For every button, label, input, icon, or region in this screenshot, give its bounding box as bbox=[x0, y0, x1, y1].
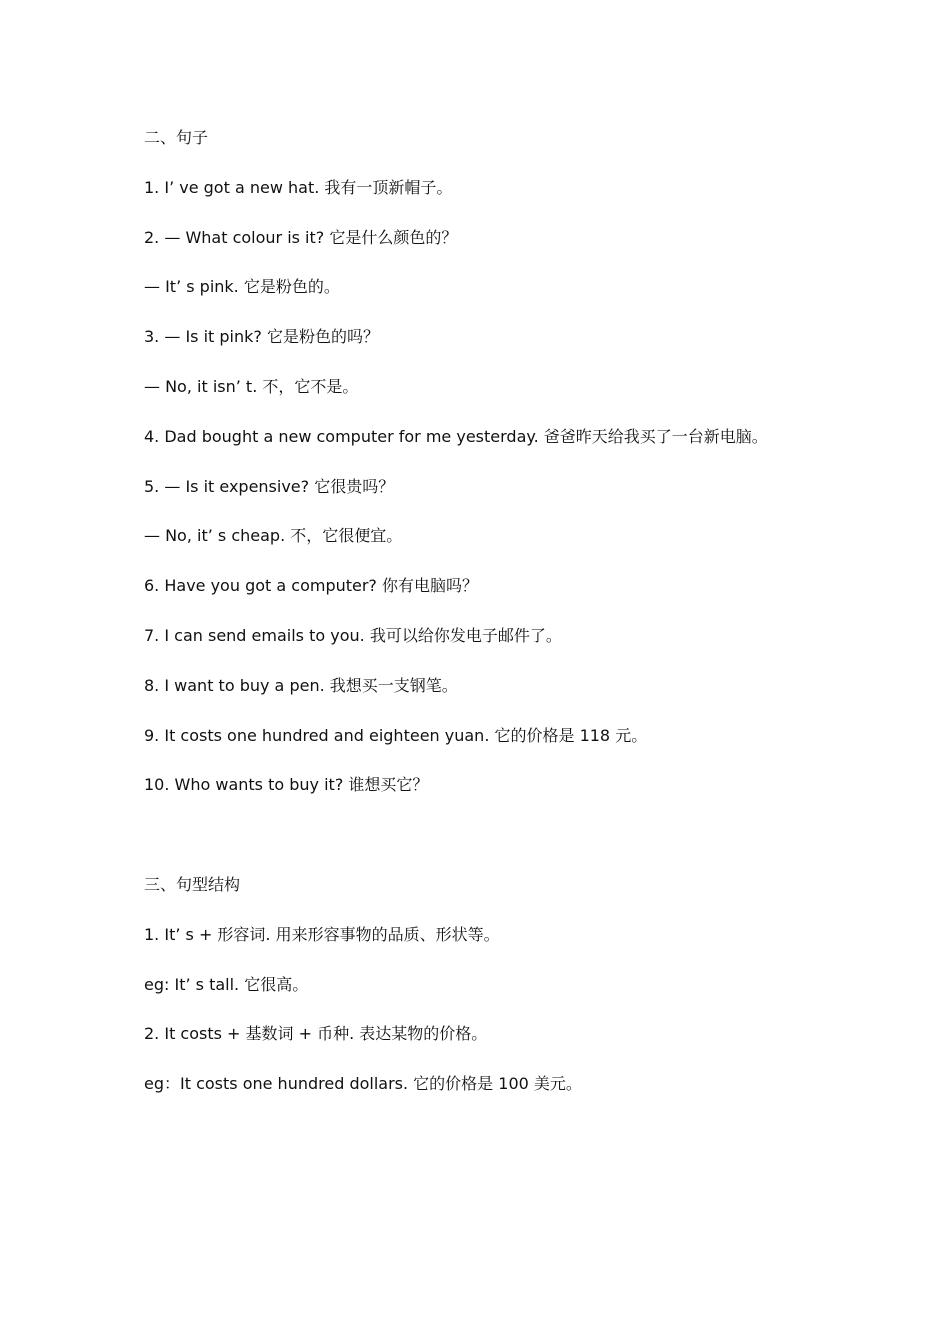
section-heading: 二、句子 bbox=[144, 128, 209, 147]
sentence-line: — It’ s pink. 它是粉色的。 bbox=[144, 277, 340, 297]
section-sentence-patterns bbox=[144, 872, 864, 1121]
sentence-line: 7. I can send emails to you. 我可以给你发电子邮件了。 bbox=[144, 625, 562, 645]
section-heading: 三、句型结构 bbox=[144, 875, 241, 894]
pattern-line: 1. It’ s + 形容词. 用来形容事物的品质、形状等。 bbox=[144, 924, 500, 944]
sentence-line: 10. Who wants to buy it? 谁想买它？ bbox=[144, 775, 429, 795]
sentence-line: 1. I’ ve got a new hat. 我有一顶新帽子。 bbox=[144, 177, 453, 197]
pattern-line: 2. It costs + 基数词 + 币种. 表达某物的价格。 bbox=[144, 1024, 488, 1044]
pattern-example-line: eg：It costs one hundred dollars. 它的价格是 100 美元。 bbox=[144, 1074, 582, 1094]
sentence-line: 5. — Is it expensive? 它很贵吗？ bbox=[144, 476, 395, 496]
sentence-line: — No, it isn’ t. 不，它不是。 bbox=[144, 376, 359, 396]
sentence-line: 9. It costs one hundred and eighteen yuan. 它的价格是 118 元。 bbox=[144, 725, 648, 745]
sentence-line: 2. — What colour is it? 它是什么颜色的？ bbox=[144, 227, 458, 247]
sentence-line: 6. Have you got a computer? 你有电脑吗？ bbox=[144, 576, 479, 596]
sentence-line: — No, it’ s cheap. 不，它很便宜。 bbox=[144, 526, 403, 546]
sentence-line: 8. I want to buy a pen. 我想买一支钢笔。 bbox=[144, 675, 458, 695]
pattern-example-line: eg: It’ s tall. 它很高。 bbox=[144, 974, 309, 994]
sentence-line: 3. — Is it pink? 它是粉色的吗？ bbox=[144, 327, 379, 347]
section-sentences bbox=[144, 125, 864, 822]
sentence-line: 4. Dad bought a new computer for me yesterday. 爸爸昨天给我买了一台新电脑。 bbox=[144, 426, 768, 446]
